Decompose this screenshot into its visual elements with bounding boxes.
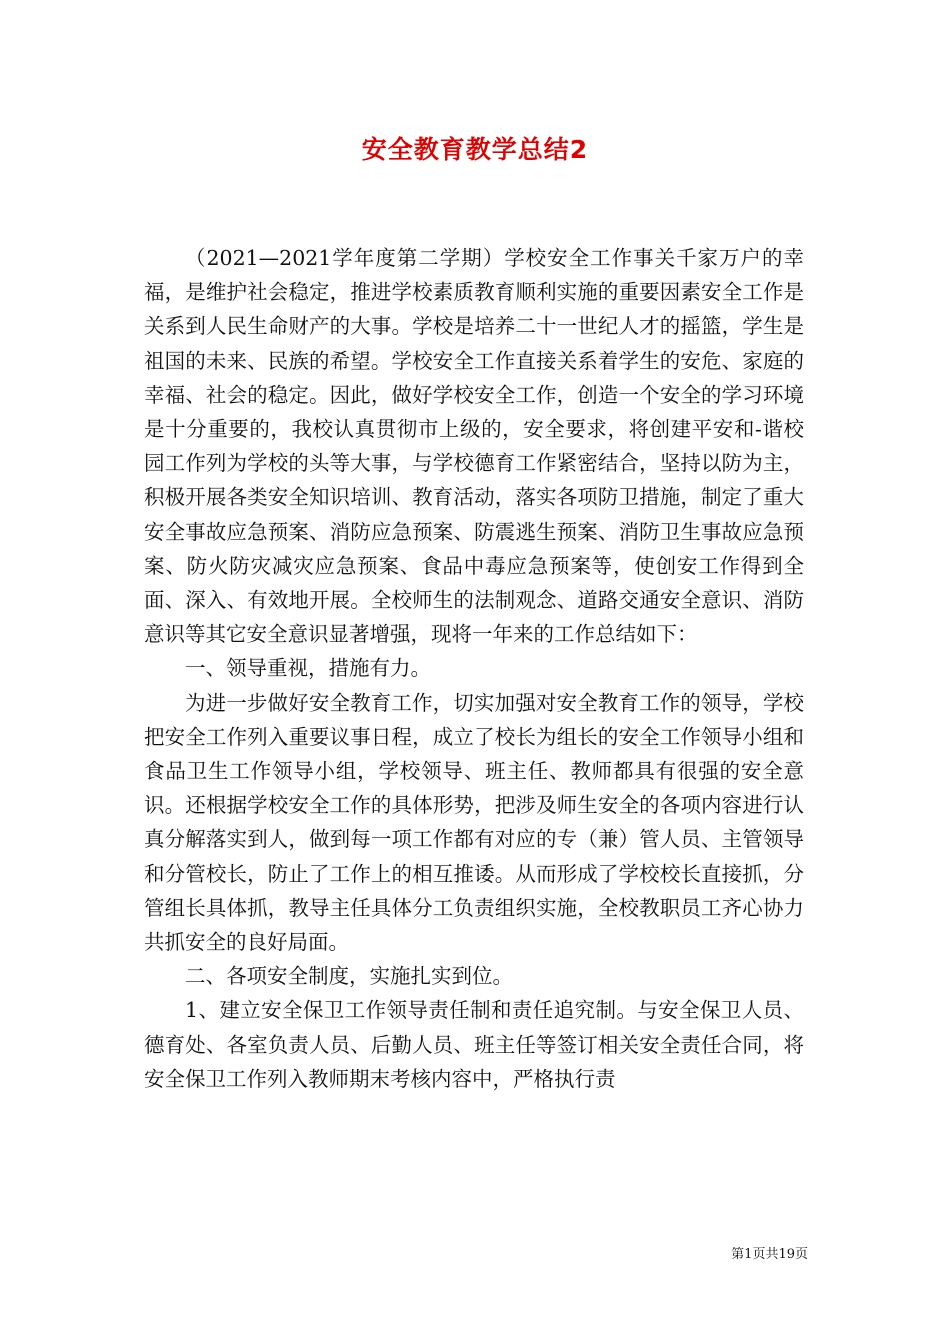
section-heading-1: 一、领导重视，措施有力。 <box>185 656 431 681</box>
body-paragraph-leadership: 为进一步做好安全教育工作，切实加强对安全教育工作的领导，学校把安全工作列入重要议事日程，成立了校长为组长的安全工作领导小组和食品卫生工作领导小组，学校领导、班主任、教师都具有很强的安全意识。还根据学校安全工作的具体形势，把涉及师生安全的各项内容进行认真分解落实到人，做到每一项工作都有对应的专（兼）管人员、主管领导和分管校长，防止了工作上的相互推诿。从而形成了学校校长直接抓，分管组长具体抓，教导主任具体分工负责组织实施，全校教职员工齐心协力共抓安全的良好局面。 <box>144 690 804 955</box>
section-heading-2: 二、各项安全制度，实施扎实到位。 <box>185 964 513 989</box>
document-title: 安全教育教学总结2 <box>361 135 589 164</box>
page-number-footer: 第1页共19页 <box>731 1247 808 1262</box>
document-body <box>144 241 804 1096</box>
body-paragraph-responsibility: 1、建立安全保卫工作领导责任制和责任追究制。与安全保卫人员、德育处、各室负责人员、后勤人员、班主任等签订相关安全责任合同，将安全保卫工作列入教师期末考核内容中，严格执行责 <box>144 998 804 1091</box>
body-paragraph-intro: （2021—2021学年度第二学期）学校安全工作事关千家万户的幸福，是维护社会稳定，推进学校素质教育顺利实施的重要因素安全工作是关系到人民生命财产的大事。学校是培养二十一世纪人才的摇篮，学生是祖国的未来、民族的希望。学校安全工作直接关系着学生的安危、家庭的幸福、社会的稳定。因此，做好学校安全工作，创造一个安全的学习环境是十分重要的，我校认真贯彻市上级的，安全要求，将创建平安和-谐校园工作列为学校的头等大事，与学校德育工作紧密结合，坚持以防为主，积极开展各类安全知识培训、教育活动，落实各项防卫措施，制定了重大安全事故应急预案、消防应急预案、防震逃生预案、消防卫生事故应急预案、防火防灾减灾应急预案、食品中毒应急预案等，使创安工作得到全面、深入、有效地开展。全校师生的法制观念、道路交通安全意识、消防意识等其它安全意识显著增强，现将一年来的工作总结如下： <box>144 246 804 647</box>
